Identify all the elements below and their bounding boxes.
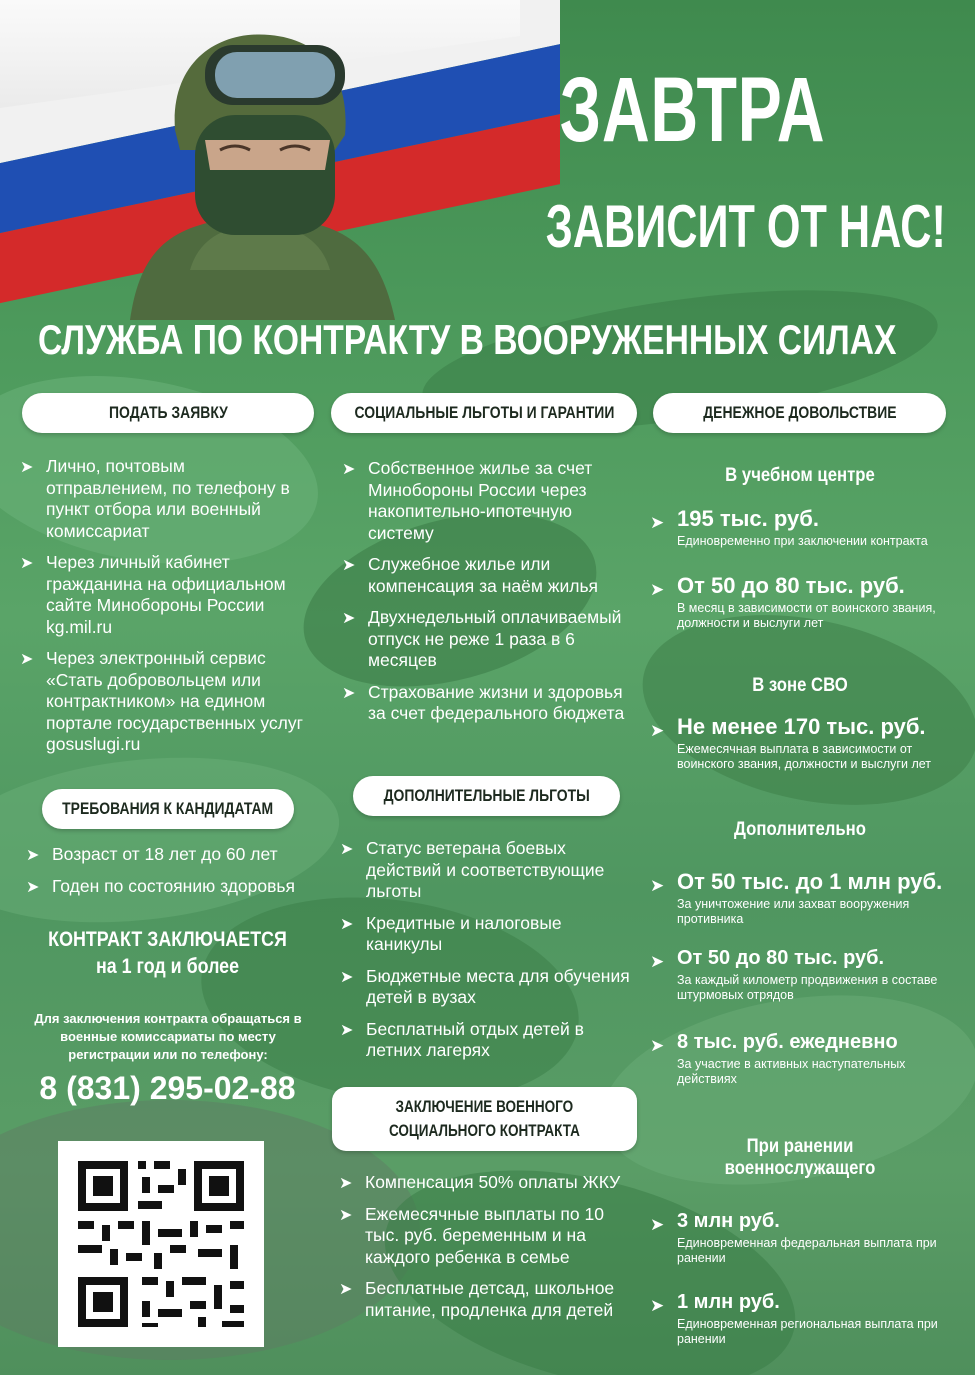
requirements-pill [42,789,294,829]
list-item: ➤ Кредитные и налоговые каникулы [340,912,562,954]
pay-wounded-heading [650,1136,950,1180]
list-item: ➤ Бесплатный отдых детей в летних лагерях [340,1018,584,1060]
list-item: ➤ Служебное жилье или компенсация за наём жилья [342,554,599,596]
pay-title: ДЕНЕЖНОЕ ДОВОЛЬСТВИЕ [702,403,897,422]
arrow-right-icon: ➤ [340,1021,354,1039]
arrow-right-icon: ➤ [342,461,356,478]
arrow-right-icon: ➤ [20,459,34,476]
social-contract-title-line1: ЗАКЛЮЧЕНИЕ ВОЕННОГО [395,1098,574,1116]
arrow-right-icon: ➤ [650,721,665,740]
contract-term-line2: на 1 год и более [95,955,240,978]
contract-term [20,926,315,980]
arrow-right-icon: ➤ [342,684,356,702]
additional-pill [353,776,620,816]
arrow-right-icon: ➤ [26,847,40,864]
list-item: ➤ Бюджетные места для обучения детей в вузах [340,965,630,1007]
poster-subtitle: СЛУЖБА ПО КОНТРАКТУ В ВООРУЖЕННЫХ СИЛАХ [38,316,897,363]
contract-term-line1: КОНТРАКТ ЗАКЛЮЧАЕТСЯ [48,928,287,951]
arrow-right-icon: ➤ [340,968,354,986]
pay-wounded-heading-line2: военнослужащего [724,1158,876,1179]
pay-desc: Ежемесячная выплата в зависимости от воинского звания, должности и выслуги лет [677,742,931,771]
qr-code[interactable] [58,1141,264,1347]
arrow-right-icon: ➤ [650,580,665,599]
headline-line1: ЗАВТРА [559,59,826,161]
arrow-right-icon: ➤ [339,1281,353,1298]
pay-amount: От 50 тыс. до 1 млн руб. [677,869,943,894]
pay-desc: За каждый километр продвижения в составе штурмовых отрядов [677,973,938,1002]
list-item: ➤ Статус ветерана боевых действий и соответствующие льготы [340,838,605,901]
pay-amount: Не менее 170 тыс. руб. [677,714,926,739]
list-item: ➤ Бесплатные детсад, школьное питание, продленка для детей [339,1278,615,1320]
pay-item [650,945,960,1003]
pay-training-heading: В учебном центре [725,465,875,486]
arrow-right-icon: ➤ [650,513,665,532]
apply-list [20,456,310,766]
pay-item [650,1208,960,1266]
pay-extra-heading: Дополнительно [734,819,866,840]
social-pill [331,393,637,433]
requirements-list [26,844,326,907]
list-item: ➤ Лично, почтовым отправлением, по телефону в пункт отбора или военный комиссариат [20,456,290,541]
pay-desc: Единовременная федеральная выплата при ранении [677,1236,937,1265]
contact-note: Для заключения контракта обращаться в военные комиссариаты по месту регистрации или по телефону: [34,1011,302,1062]
apply-title: ПОДАТЬ ЗАЯВКУ [108,403,228,422]
social-contract-title-line2: СОЦИАЛЬНОГО КОНТРАКТА [388,1122,580,1140]
social-list [342,458,632,735]
pay-item [650,869,960,927]
apply-pill [22,393,314,433]
arrow-right-icon: ➤ [339,1206,353,1224]
social-contract-list [339,1172,634,1331]
qr-code-image [58,1141,264,1347]
social-contract-pill [332,1087,637,1151]
list-item: ➤ Через личный кабинет гражданина на официальном сайте Минобороны России kg.mil.ru [20,552,286,637]
arrow-right-icon: ➤ [339,1175,353,1192]
arrow-right-icon: ➤ [340,915,354,933]
pay-desc: За уничтожение или захват вооружения противника [677,897,910,926]
headline-line2: ЗАВИСИТ ОТ НАС! [545,193,946,260]
pay-pill [653,393,946,433]
arrow-right-icon: ➤ [650,1215,665,1234]
pay-amount: От 50 до 80 тыс. руб. [677,573,905,598]
list-item: ➤ Двухнедельный оплачиваемый отпуск не реже 1 раза в 6 месяцев [342,607,622,670]
list-item: ➤ Годен по состоянию здоровья [26,876,326,898]
pay-amount: 8 тыс. руб. ежедневно [677,1031,898,1053]
arrow-right-icon: ➤ [342,557,356,574]
soldier-image [110,20,410,320]
pay-item [650,573,960,631]
pay-desc: В месяц в зависимости от воинского звания, должности и выслуги лет [677,601,936,630]
arrow-right-icon: ➤ [342,610,356,627]
pay-svo-heading: В зоне СВО [752,675,848,696]
list-item: ➤ Собственное жилье за счет Минобороны России через накопительно-ипотечную систему [342,458,593,543]
pay-desc: За участие в активных наступательных действиях [677,1057,906,1086]
additional-title: ДОПОЛНИТЕЛЬНЫЕ ЛЬГОТЫ [383,786,590,805]
list-item: ➤ Страхование жизни и здоровья за счет федерального бюджета [342,681,625,723]
list-item: ➤ Ежемесячные выплаты по 10 тыс. руб. беременным и на каждого ребенка в семье [339,1203,604,1267]
pay-item [650,1029,960,1087]
pay-amount: 1 млн руб. [677,1291,780,1313]
pay-amount: 3 млн руб. [677,1210,780,1232]
pay-wounded-heading-line1: При ранении [746,1136,854,1157]
social-title: СОЦИАЛЬНЫЕ ЛЬГОТЫ И ГАРАНТИИ [354,403,614,422]
list-item: ➤ Возраст от 18 лет до 60 лет [26,844,326,866]
list-item: ➤ Через электронный сервис «Стать добровольцем или контрактником» на едином портале государственных услуг gosuslugi.ru [20,648,304,754]
pay-amount: От 50 до 80 тыс. руб. [677,947,885,969]
arrow-right-icon: ➤ [26,878,40,896]
arrow-right-icon: ➤ [340,841,354,858]
pay-amount: 195 тыс. руб. [677,506,819,531]
pay-desc: Единовременная региональная выплата при ранении [677,1317,938,1346]
list-item: ➤ Компенсация 50% оплаты ЖКУ [339,1172,634,1194]
pay-item [650,506,960,549]
requirements-title: ТРЕБОВАНИЯ К КАНДИДАТАМ [62,799,274,818]
arrow-right-icon: ➤ [20,555,34,572]
arrow-right-icon: ➤ [20,651,34,668]
contact-phone[interactable]: 8 (831) 295-02-88 [39,1070,296,1106]
arrow-right-icon: ➤ [650,876,665,895]
pay-desc: Единовременно при заключении контракта [677,534,928,548]
arrow-right-icon: ➤ [650,1036,665,1055]
additional-list [340,838,630,1072]
arrow-right-icon: ➤ [650,1296,665,1315]
pay-item [650,714,960,772]
arrow-right-icon: ➤ [650,952,665,971]
pay-item [650,1289,960,1347]
